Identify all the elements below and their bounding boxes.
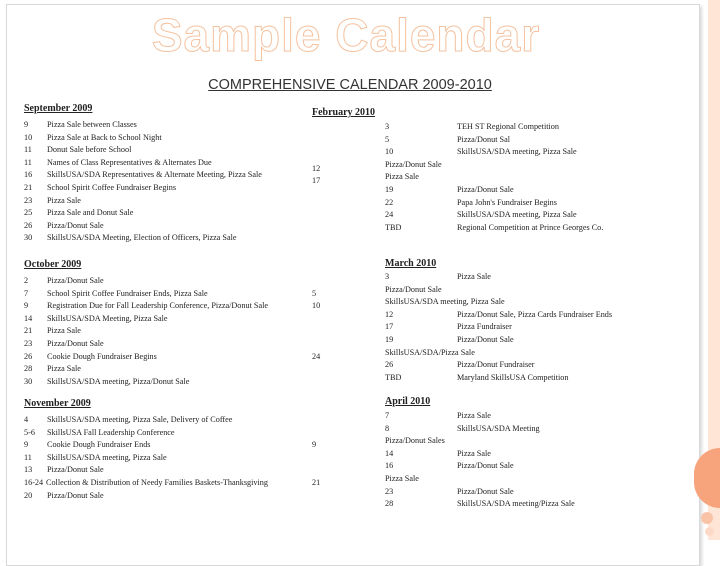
event-text: Pizza/Donut Sale [47,465,104,475]
event-text: Pizza/Donut Sale [457,486,514,496]
event-date: 19 [385,185,394,194]
event-date: 21 [24,183,33,192]
event-date: 10 [24,132,33,142]
event-date: 23 [24,339,33,348]
event-date: 16 [24,170,33,180]
event-text: Pizza/Donut Fundraiser [457,360,535,370]
event-text: Pizza Fundraiser [457,322,512,332]
event-date: 17 [385,322,394,332]
event-date: 19 [385,335,394,344]
event-date: 11 [24,452,32,462]
event-text: Pizza Sale at Back to School Night [47,132,162,142]
event-date: 20 [24,490,33,500]
event-date: 3 [385,122,390,131]
event-date: 23 [385,486,394,496]
event-date: 23 [24,195,33,205]
event-text: Pizza Sale [457,411,491,420]
event-text: Names of Class Representatives & Alternates Due [47,157,212,167]
event-text: Papa John's Fundraiser Begins [457,197,557,207]
event-date: 4 [24,415,29,424]
event-text: Pizza/Donut Sale [47,220,104,230]
event-date: 5 [385,134,390,144]
event-text: Pizza/Donut Sale [457,335,514,344]
event-date: 26 [24,220,33,230]
event-text: Pizza/Donut Sale [47,276,104,285]
event-text: Maryland SkillsUSA Competition [457,372,569,382]
event-date: Pizza/Donut Sale [385,284,442,294]
event-text: Pizza/Donut Sale [47,490,104,500]
event-text: Pizza/Donut Sale [457,185,514,194]
event-left-date: 10 [312,301,321,311]
event-text: Registration Due for Fall Leadership Conference, Pizza/Donut Sale [47,301,268,311]
month-heading: April 2010 [385,396,431,407]
event-text: Pizza/Donut Sale [457,461,514,471]
event-left-date: 9 [312,440,317,450]
event-date: 14 [385,448,394,458]
event-text: Pizza Sale and Donut Sale [47,208,134,218]
event-date: 16 [385,461,394,471]
event-text: SkillsUSA/SDA meeting/Pizza Sale [457,499,575,509]
event-date: 9 [24,440,29,450]
event-date: 14 [24,313,33,323]
event-date: 9 [24,120,29,129]
event-text: School Spirit Coffee Fundraiser Ends, Pizza Sale [47,288,208,298]
event-text: Pizza Sale between Classes [47,120,137,129]
event-text: SkillsUSA/SDA Meeting [457,423,540,433]
event-text: Collection & Distribution of Needy Families Baskets-Thanksgiving [46,478,268,487]
event-left-date: 17 [312,176,321,186]
page-subtitle: COMPREHENSIVE CALENDAR 2009-2010 [208,77,492,93]
event-text: SkillsUSA/SDA meeting, Pizza Sale, Delivery of Coffee [47,415,233,424]
event-date: 22 [385,197,394,207]
event-text: Cookie Dough Fundraiser Ends [47,440,151,450]
event-left-date: 21 [312,478,321,487]
event-date: 28 [385,499,394,509]
event-text: Pizza/Donut Sale, Pizza Cards Fundraiser Ends [457,309,613,319]
event-date: 3 [385,272,390,281]
month-heading: February 2010 [312,107,376,118]
event-text: SkillsUSA/SDA meeting, Pizza Sale [457,147,577,157]
event-text: SkillsUSA/SDA Meeting, Pizza Sale [47,313,168,323]
event-left-date: 12 [312,163,321,173]
event-date: 16-24 [24,478,44,487]
event-text: Regional Competition at Prince Georges Co. [457,222,604,232]
event-left-date: 5 [312,288,317,298]
event-text: Pizza Sale [47,326,81,336]
event-text: School Spirit Coffee Fundraiser Begins [47,183,177,192]
event-text: Pizza Sale [47,364,81,374]
event-date: 30 [24,376,33,386]
event-date: 9 [24,301,29,311]
event-date: Pizza Sale [385,474,419,483]
event-date: 7 [24,288,29,298]
event-date: 2 [24,276,29,285]
event-date: SkillsUSA/SDA/Pizza Sale [385,347,475,357]
event-date: 21 [24,326,33,336]
event-date: TBD [385,222,402,232]
event-text: TEH ST Regional Competition [457,122,559,131]
event-text: Pizza Sale [457,272,491,281]
event-date: 24 [385,210,394,220]
event-text: SkillsUSA/SDA meeting, Pizza Sale [457,210,577,220]
event-date: 12 [385,309,394,319]
event-text: Donut Sale before School [47,145,132,155]
event-date: SkillsUSA/SDA meeting, Pizza Sale [385,297,505,307]
event-date: 7 [385,411,390,420]
page-title: Sample Calendar [151,9,541,61]
event-date: 25 [24,208,33,218]
event-date: Pizza Sale [385,172,419,182]
event-date: 11 [24,157,32,167]
month-heading: September 2009 [24,103,93,114]
event-text: Pizza Sale [457,448,491,458]
event-date: 26 [385,360,394,370]
month-heading: March 2010 [385,258,437,269]
event-date: Pizza/Donut Sale [385,159,442,169]
month-heading: November 2009 [24,398,91,409]
event-text: Pizza/Donut Sale [47,339,104,348]
month-heading: October 2009 [24,259,82,270]
event-text: SkillsUSA/SDA Representatives & Alternate Meeting, Pizza Sale [47,170,262,180]
event-date: 13 [24,465,33,475]
event-left-date: 24 [312,351,321,361]
event-date: 30 [24,233,33,243]
decor-circle-tiny [705,527,714,536]
event-text: Cookie Dough Fundraiser Begins [47,351,157,361]
event-date: 28 [24,364,33,374]
event-date: Pizza/Donut Sales [385,436,445,446]
event-text: SkillsUSA/SDA meeting, Pizza Sale [47,452,167,462]
event-date: TBD [385,372,402,382]
event-date: 10 [385,147,394,157]
event-text: SkillsUSA/SDA Meeting, Election of Officers, Pizza Sale [47,233,237,243]
event-text: SkillsUSA Fall Leadership Conference [47,427,175,437]
event-date: 11 [24,145,32,155]
event-text: SkillsUSA/SDA meeting, Pizza/Donut Sale [47,376,190,386]
event-date: 5-6 [24,427,35,437]
event-text: Pizza Sale [47,195,81,205]
event-date: 26 [24,351,33,361]
event-text: Pizza/Donut Sal [457,134,510,144]
event-date: 8 [385,423,390,433]
decor-circle-small [701,512,713,524]
